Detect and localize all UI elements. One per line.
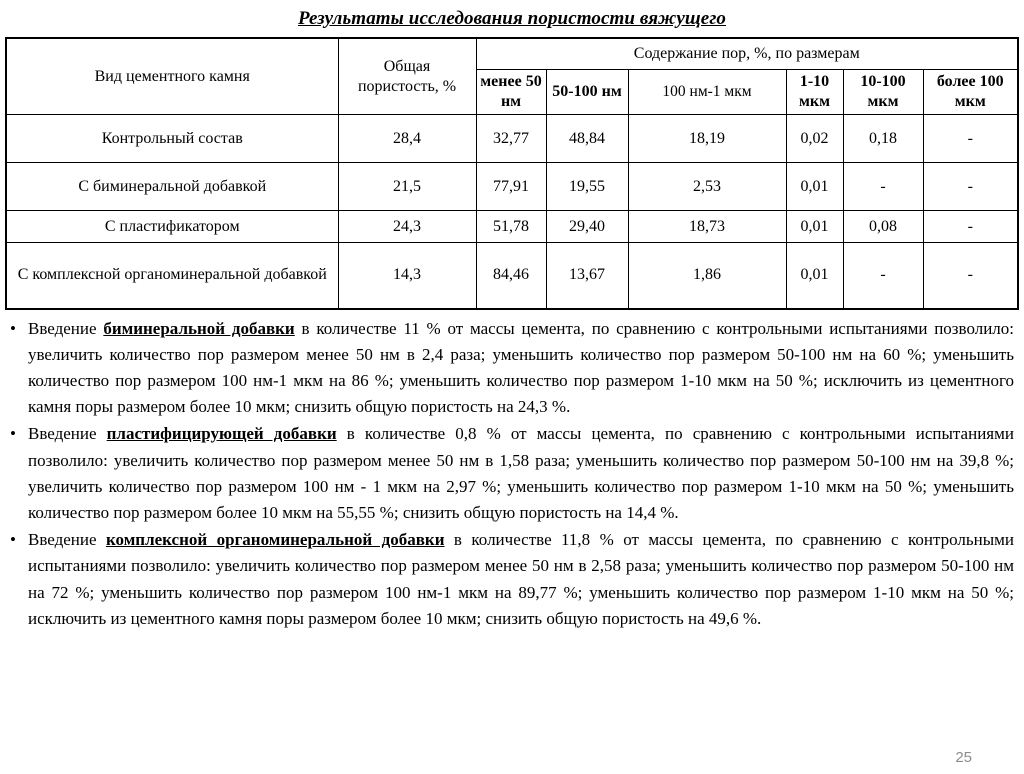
cell-100nm-1mkm: 2,53 [628, 163, 786, 211]
row-label: С биминеральной добавкой [6, 163, 338, 211]
note-rest: в количестве 11 % от массы цемента, по сравнению с контрольными испытаниями позволило: увеличить количество пор размером менее 50 нм в 2,4 раза; уменьшить количество пор размером 50-100 нм на 60 %; уменьшить количество пор размером 100 нм-1 мкм на 86 %; уменьшить количество пор размером 1-10 мкм на 50 %; исключить из цементного камня поры размером более 10 мкм; снизить общую пористость на 24,3 %. [28, 318, 1015, 417]
cell-more-100mkm: - [923, 163, 1018, 211]
cell-100nm-1mkm: 18,73 [628, 211, 786, 243]
list-item [0, 316, 1014, 421]
cell-more-100mkm: - [923, 211, 1018, 243]
cell-less-50nm: 51,78 [476, 211, 546, 243]
table-header [6, 38, 1018, 115]
note-emphasis: пластифицирующей добавки [106, 424, 337, 444]
cell-100nm-1mkm: 1,86 [628, 243, 786, 309]
cell-50-100nm: 19,55 [546, 163, 628, 211]
table-body [6, 115, 1018, 309]
column-header-1-10mkm: 1-10 мкм [786, 70, 843, 115]
cell-10-100mkm: 0,08 [843, 211, 923, 243]
cell-less-50nm: 32,77 [476, 115, 546, 163]
row-label: Контрольный состав [6, 115, 338, 163]
cell-total-porosity: 28,4 [338, 115, 476, 163]
cell-50-100nm: 13,67 [546, 243, 628, 309]
cell-1-10mkm: 0,01 [786, 243, 843, 309]
note-lead: Введение [28, 530, 106, 550]
cell-1-10mkm: 0,01 [786, 163, 843, 211]
note-rest: в количестве 0,8 % от массы цемента, по сравнению с контрольными испытаниями позволило: увеличить количество пор размером менее 50 нм в 1,58 раза; уменьшить количество пор размером 50-100 нм на 39,8 %; увеличить количество пор размером 100 нм - 1 мкм на 2,97 %; уменьшить количество пор размером 1-10 мкм на 50 %; уменьшить количество пор размером более 10 мкм на 55,55 %; снизить общую пористость на 14,4 %. [28, 424, 1014, 522]
column-header-10-100mkm: 10-100 мкм [843, 70, 923, 115]
page-number: 25 [955, 749, 972, 766]
cell-1-10mkm: 0,02 [786, 115, 843, 163]
cell-50-100nm: 48,84 [546, 115, 628, 163]
page-title: Результаты исследования пористости вяжущего [297, 8, 727, 29]
cell-10-100mkm: - [843, 163, 923, 211]
column-header-pore-content-group: Содержание пор, %, по размерам [476, 38, 1018, 70]
cell-100nm-1mkm: 18,19 [628, 115, 786, 163]
cell-less-50nm: 84,46 [476, 243, 546, 309]
note-emphasis: биминеральной добавки [103, 318, 295, 338]
cell-1-10mkm: 0,01 [786, 211, 843, 243]
cell-more-100mkm: - [923, 115, 1018, 163]
column-header-total-porosity: Общая пористость, % [338, 38, 476, 115]
table-row [6, 115, 1018, 163]
cell-total-porosity: 14,3 [338, 243, 476, 309]
bullet-icon: • [10, 318, 16, 338]
note-emphasis: комплексной органоминеральной добавки [105, 530, 445, 550]
table-row [6, 211, 1018, 243]
cell-10-100mkm: - [843, 243, 923, 309]
table-header-row-1 [6, 38, 1018, 70]
row-label: С комплексной органоминеральной добавкой [6, 243, 338, 309]
note-lead: Введение [28, 318, 104, 338]
cell-50-100nm: 29,40 [546, 211, 628, 243]
column-header-100nm-1mkm: 100 нм-1 мкм [628, 70, 786, 115]
list-item [0, 421, 1014, 526]
note-rest: в количестве 11,8 % от массы цемента, по сравнению с контрольными испытаниями позволило: увеличить количество пор размером менее 50 нм в 2,58 раза; уменьшить количество пор размером 50-100 нм на 72 %; уменьшить количество пор размером 100 нм-1 мкм на 89,77 %; уменьшить количество пор размером 1-10 мкм на 50 %; исключить из цементного камня поры размером более 10 мкм; снизить общую пористость на 49,6 %. [28, 530, 1014, 628]
note-lead: Введение [28, 424, 107, 444]
table-row [6, 243, 1018, 309]
table-row [6, 163, 1018, 211]
list-item [0, 527, 1014, 632]
column-header-more-100mkm: более 100 мкм [923, 70, 1018, 115]
column-header-cement-type: Вид цементного камня [6, 38, 338, 115]
cell-10-100mkm: 0,18 [843, 115, 923, 163]
column-header-50-100nm: 50-100 нм [546, 70, 628, 115]
cell-total-porosity: 21,5 [338, 163, 476, 211]
bullet-icon: • [10, 530, 16, 550]
cell-less-50nm: 77,91 [476, 163, 546, 211]
row-label: С пластификатором [6, 211, 338, 243]
findings-list [0, 316, 1024, 632]
column-header-less-50nm: менее 50 нм [476, 70, 546, 115]
cell-total-porosity: 24,3 [338, 211, 476, 243]
bullet-icon: • [10, 424, 16, 444]
porosity-results-table [5, 37, 1019, 310]
cell-more-100mkm: - [923, 243, 1018, 309]
